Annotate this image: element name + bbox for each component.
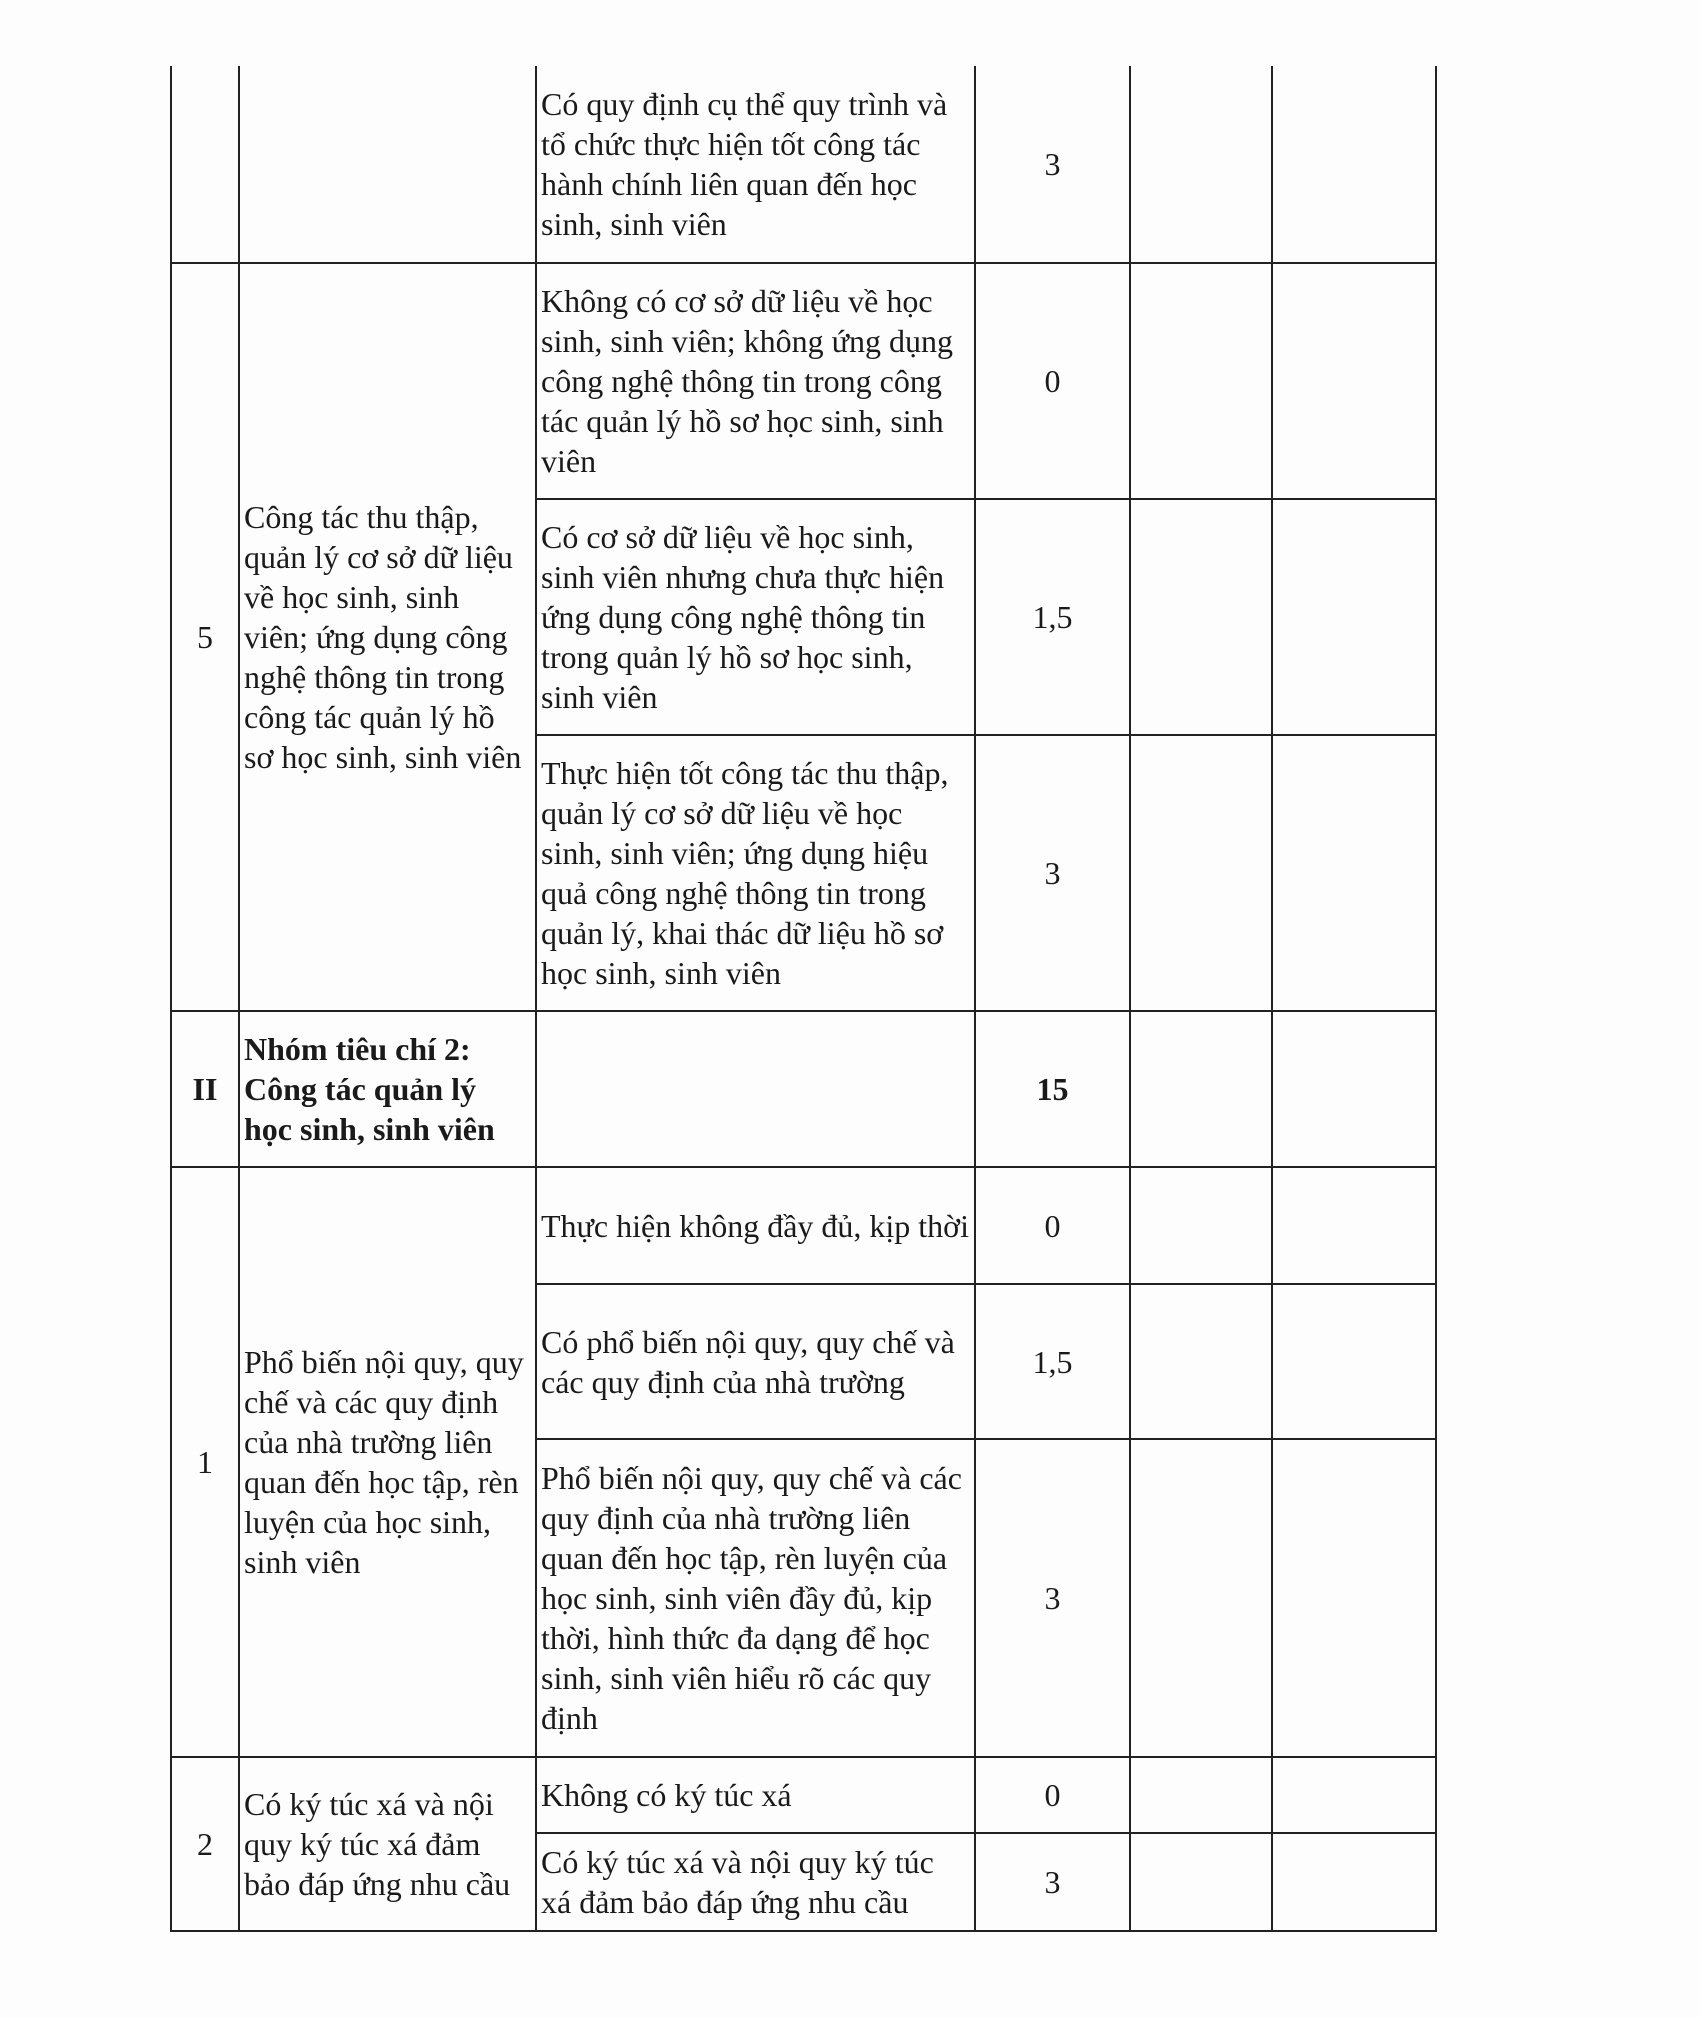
criterion-number: 2 <box>171 1757 239 1931</box>
council-score-cell <box>1272 1167 1436 1284</box>
criterion-cell <box>239 66 536 263</box>
level-points: 3 <box>975 1833 1130 1931</box>
level-points: 0 <box>975 1167 1130 1284</box>
self-score-cell <box>1130 1757 1272 1833</box>
council-score-cell <box>1272 1284 1436 1439</box>
table-row <box>171 263 1436 499</box>
level-description: Không có cơ sở dữ liệu về học sinh, sinh viên; không ứng dụng công nghệ thông tin trong công tác quản lý hồ sơ học sinh, sinh viên <box>536 263 975 499</box>
level-points: 0 <box>975 1757 1130 1833</box>
council-score-cell <box>1272 1757 1436 1833</box>
level-description <box>536 1011 975 1167</box>
self-score-cell <box>1130 499 1272 735</box>
council-score-cell <box>1272 263 1436 499</box>
level-points: 3 <box>975 66 1130 263</box>
self-score-cell <box>1130 1439 1272 1757</box>
level-description: Thực hiện không đầy đủ, kịp thời <box>536 1167 975 1284</box>
level-description: Phổ biến nội quy, quy chế và các quy định của nhà trường liên quan đến học tập, rèn luyện của học sinh, sinh viên đầy đủ, kịp thời, hình thức đa dạng để học sinh, sinh viên hiểu rõ các quy định <box>536 1439 975 1757</box>
criterion-title: Phổ biến nội quy, quy chế và các quy định của nhà trường liên quan đến học tập, rèn luyện của học sinh, sinh viên <box>239 1167 536 1757</box>
council-score-cell <box>1272 1833 1436 1931</box>
level-points: 0 <box>975 263 1130 499</box>
self-score-cell <box>1130 1284 1272 1439</box>
evaluation-table <box>170 66 1437 1932</box>
level-points: 1,5 <box>975 1284 1130 1439</box>
criterion-number-cell <box>171 66 239 263</box>
table-row <box>171 1011 1436 1167</box>
level-points: 1,5 <box>975 499 1130 735</box>
group-title: Nhóm tiêu chí 2: Công tác quản lý học sinh, sinh viên <box>239 1011 536 1167</box>
level-description: Có quy định cụ thể quy trình và tổ chức thực hiện tốt công tác hành chính liên quan đến học sinh, sinh viên <box>536 66 975 263</box>
criterion-title: Có ký túc xá và nội quy ký túc xá đảm bảo đáp ứng nhu cầu <box>239 1757 536 1931</box>
level-description: Có cơ sở dữ liệu về học sinh, sinh viên nhưng chưa thực hiện ứng dụng công nghệ thông tin trong quản lý hồ sơ học sinh, sinh viên <box>536 499 975 735</box>
self-score-cell <box>1130 1011 1272 1167</box>
council-score-cell <box>1272 499 1436 735</box>
group-points: 15 <box>975 1011 1130 1167</box>
level-description: Có ký túc xá và nội quy ký túc xá đảm bảo đáp ứng nhu cầu <box>536 1833 975 1931</box>
table-row <box>171 1167 1436 1284</box>
level-description: Thực hiện tốt công tác thu thập, quản lý cơ sở dữ liệu về học sinh, sinh viên; ứng dụng hiệu quả công nghệ thông tin trong quản lý, khai thác dữ liệu hồ sơ học sinh, sinh viên <box>536 735 975 1011</box>
criterion-title: Công tác thu thập, quản lý cơ sở dữ liệu về học sinh, sinh viên; ứng dụng công nghệ thông tin trong công tác quản lý hồ sơ học sinh, sinh viên <box>239 263 536 1011</box>
self-score-cell <box>1130 66 1272 263</box>
council-score-cell <box>1272 735 1436 1011</box>
level-description: Không có ký túc xá <box>536 1757 975 1833</box>
self-score-cell <box>1130 1833 1272 1931</box>
criterion-number: 5 <box>171 263 239 1011</box>
self-score-cell <box>1130 1167 1272 1284</box>
level-points: 3 <box>975 735 1130 1011</box>
criterion-number: 1 <box>171 1167 239 1757</box>
level-description: Có phổ biến nội quy, quy chế và các quy định của nhà trường <box>536 1284 975 1439</box>
self-score-cell <box>1130 735 1272 1011</box>
council-score-cell <box>1272 66 1436 263</box>
council-score-cell <box>1272 1011 1436 1167</box>
council-score-cell <box>1272 1439 1436 1757</box>
level-points: 3 <box>975 1439 1130 1757</box>
table-row <box>171 66 1436 263</box>
self-score-cell <box>1130 263 1272 499</box>
table-row <box>171 1757 1436 1833</box>
group-number: II <box>171 1011 239 1167</box>
